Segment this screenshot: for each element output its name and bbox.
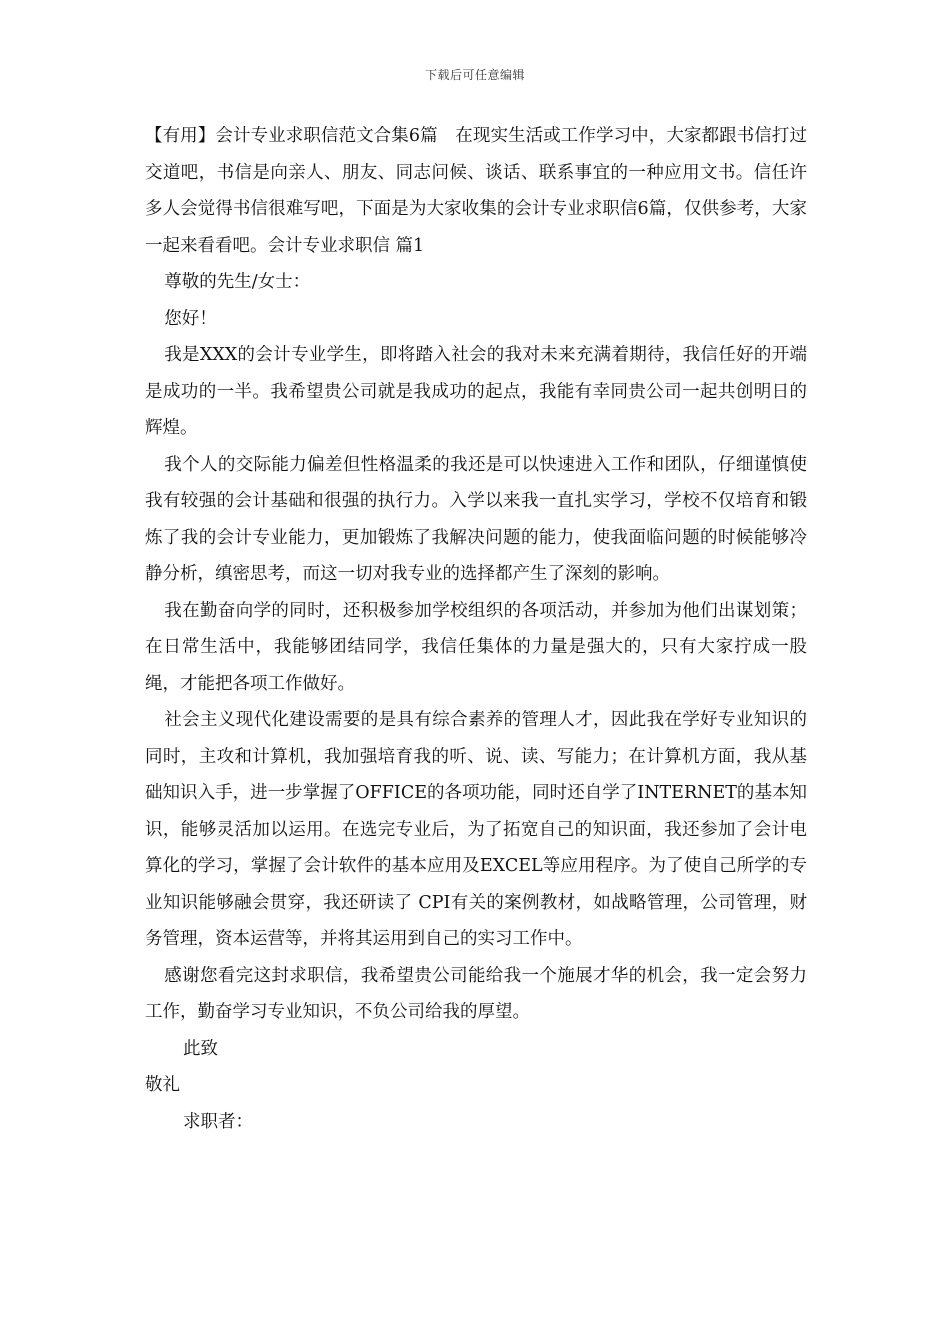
- header-note: 下载后可任意编辑: [424, 68, 525, 82]
- signature-label: 求职者：: [183, 1111, 253, 1132]
- greeting: 您好！: [164, 308, 217, 329]
- body-paragraph: 我是XXX的会计专业学生，即将踏入社会的我对未来充满着期待，我信任好的开端是成功的一半。我希望贵公司就是我成功的起点，我能有幸同贵公司一起共创明日的辉煌。: [145, 345, 807, 438]
- closing-line: 此致: [183, 1038, 218, 1059]
- body-paragraph: 社会主义现代化建设需要的是具有综合素养的管理人才，因此我在学好专业知识的同时，主攻和计算机，我加强培育我的听、说、读、写能力；在计算机方面，我从基础知识入手，进一步掌握了OFFICE的各项功能，同时还自学了INTERNET的基本知识，能够灵活加以运用。在选完专业后，为了拓宽自己的知识面，我还参加了会计电算化的学习，掌握了会计软件的基本应用及EXCEL等应用程序。为了使自己所学的专业知识能够融会贯穿，我还研读了 CPI有关的案例教材，如战略管理，公司管理，财务管理，资本运营等，并将其运用到自己的实习工作中。: [145, 710, 807, 949]
- body-paragraph: 我个人的交际能力偏差但性格温柔的我还是可以快速进入工作和团队，仔细谨慎使我有较强的会计基础和很强的执行力。入学以来我一直扎实学习，学校不仅培育和锻炼了我的会计专业能力，更加锻炼了我解决问题的能力，使我面临问题的时候能够冷静分析，缜密思考，而这一切对我专业的选择都产生了深刻的影响。: [145, 454, 807, 584]
- closing-regards: 敬礼: [145, 1075, 180, 1095]
- intro-paragraph: 【有用】会计专业求职信范文合集6篇 在现实生活或工作学习中，大家都跟书信打过交道吧，书信是向亲人、朋友、同志问候、谈话、联系事宜的一种应用文书。信任许多人会觉得书信很难写吧，下面是为大家收集的会计专业求职信6篇，仅供参考，大家一起来看看吧。会计专业求职信 篇1: [145, 126, 807, 256]
- body-paragraph: 我在勤奋向学的同时，还积极参加学校组织的各项活动，并参加为他们出谋划策；在日常生活中，我能够团结同学，我信任集体的力量是强大的，只有大家拧成一股绳，才能把各项工作做好。: [145, 600, 807, 694]
- salutation: 尊敬的先生/女士：: [164, 272, 311, 292]
- letter-body: [145, 118, 807, 1140]
- body-paragraph: 感谢您看完这封求职信，我希望贵公司能给我一个施展才华的机会，我一定会努力工作，勤奋学习专业知识，不负公司给我的厚望。: [145, 965, 807, 1022]
